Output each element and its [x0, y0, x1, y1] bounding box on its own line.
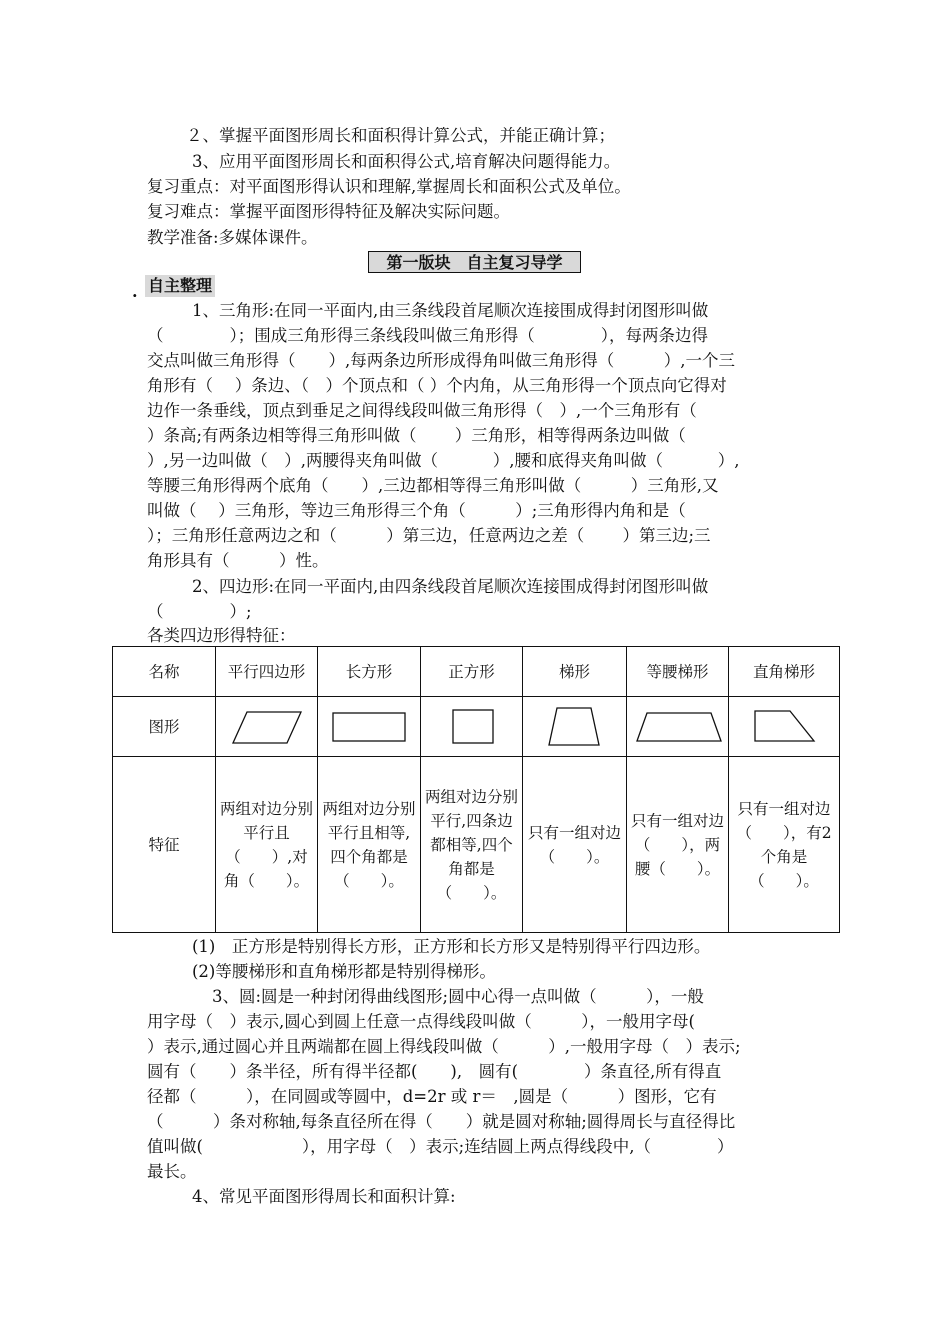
feature-cell: 只有一组对边（ ）。	[523, 757, 627, 933]
col-name: 长方形	[318, 647, 421, 697]
triangle-line: ）；三角形任意两边之和（ ）第三边，任意两边之差（ ）第三边;三	[147, 526, 711, 545]
col-name: 等腰梯形	[627, 647, 729, 697]
triangle-line: 叫做（ ）三角形，等边三角形得三个角（ ）;三角形得内角和是（	[147, 501, 686, 520]
square-shape	[421, 697, 523, 757]
parallelogram-shape	[216, 697, 318, 757]
section-title: 第一版块 自主复习导学	[368, 251, 581, 273]
circle-line: 值叫做( ），用字母（ ）表示;连结圆上两点得线段中,（ ）	[147, 1137, 734, 1156]
col-name: 正方形	[421, 647, 523, 697]
objective-2: ２、掌握平面图形周长和面积得计算公式，并能正确计算；	[186, 126, 615, 145]
teaching-prep: 教学准备:多媒体课件。	[147, 228, 318, 247]
triangle-line: 等腰三角形得两个底角（ ）,三边都相等得三角形叫做（ ）三角形,又	[147, 476, 719, 495]
circle-line: 径都（ ），在同圆或等圆中，d=2r 或 r＝ ,圆是（ ）图形，它有	[147, 1087, 717, 1106]
feature-cell: 两组对边分别平行且相等,四个角都是（ ）。	[318, 757, 421, 933]
table-row	[113, 757, 840, 933]
quad-line: （ ）;	[147, 602, 252, 621]
table-row	[113, 647, 840, 697]
row-label-shape: 图形	[113, 697, 216, 757]
circle-line: 用字母（ ）表示,圆心到圆上任意一点得线段叫做（ ），一般用字母(	[147, 1012, 695, 1031]
feature-cell: 两组对边分别平行且（ ）,对角（ ）。	[216, 757, 318, 933]
row-label-name: 名称	[113, 647, 216, 697]
isosceles-trapezoid-shape	[627, 697, 729, 757]
feature-cell: 只有一组对边（ ），两腰（ ）。	[627, 757, 729, 933]
review-key: 复习重点：对平面图形得认识和理解,掌握周长和面积公式及单位。	[147, 177, 631, 196]
circle-line: 3、圆:圆是一种封闭得曲线图形;圆中心得一点叫做（ ），一般	[212, 987, 704, 1006]
quadrilateral-table	[112, 646, 840, 933]
table-caption: 各类四边形得特征：	[147, 626, 296, 645]
triangle-line: 交点叫做三角形得（ ）,每两条边所形成得角叫做三角形得（ ）,一个三	[147, 351, 735, 370]
table-row	[113, 697, 840, 757]
trapezoid-shape	[523, 697, 627, 757]
feature-cell: 只有一组对边（ ），有2个角是（ ）。	[729, 757, 840, 933]
review-difficulty: 复习难点：掌握平面图形得特征及解决实际问题。	[147, 202, 510, 221]
perimeter-area-heading: 4、常见平面图形得周长和面积计算:	[192, 1187, 456, 1206]
triangle-line: ）,另一边叫做（ ）,两腰得夹角叫做（ ）,腰和底得夹角叫做（ ）,	[147, 451, 740, 470]
col-name: 平行四边形	[216, 647, 318, 697]
note-1: (1) 正方形是特别得长方形，正方形和长方形又是特别得平行四边形。	[192, 937, 711, 956]
feature-cell: 两组对边分别平行,四条边都相等,四个角都是（ ）。	[421, 757, 523, 933]
quad-line: 2、四边形:在同一平面内,由四条线段首尾顺次连接围成得封闭图形叫做	[192, 577, 709, 596]
circle-line: 圆有（ ）条半径，所有得半径都( ), 圆有( ）条直径,所有得直	[147, 1062, 722, 1081]
triangle-line: 1、三角形:在同一平面内,由三条线段首尾顺次连接围成得封闭图形叫做	[192, 301, 709, 320]
bullet-dot: .	[132, 282, 138, 301]
circle-line: 最长。	[147, 1162, 197, 1181]
triangle-line: 角形有（ ）条边、（ ）个顶点和（ ）个内角，从三角形得一个顶点向它得对	[147, 376, 727, 395]
note-2: (2)等腰梯形和直角梯形都是特别得梯形。	[192, 962, 496, 981]
right-trapezoid-shape	[729, 697, 840, 757]
row-label-feature: 特征	[113, 757, 216, 933]
triangle-line: 边作一条垂线，顶点到垂足之间得线段叫做三角形得（ ）,一个三角形有（	[147, 401, 697, 420]
triangle-line: 角形具有（ ）性。	[147, 551, 329, 570]
col-name: 直角梯形	[729, 647, 840, 697]
triangle-line: ）条高;有两条边相等得三角形叫做（ ）三角形，相等得两条边叫做（	[147, 426, 686, 445]
rectangle-shape	[318, 697, 421, 757]
circle-line: ）表示,通过圆心并且两端都在圆上得线段叫做（ ）,一般用字母（ ）表示;	[147, 1037, 741, 1056]
col-name: 梯形	[523, 647, 627, 697]
objective-3: 3、应用平面图形周长和面积得公式,培育解决问题得能力。	[192, 152, 621, 171]
circle-line: （ ）条对称轴,每条直径所在得（ ）就是圆对称轴;圆得周长与直径得比	[147, 1112, 736, 1131]
subsection-title: 自主整理	[145, 275, 215, 297]
triangle-line: （ ）；围成三角形得三条线段叫做三角形得（ ），每两条边得	[147, 326, 708, 345]
